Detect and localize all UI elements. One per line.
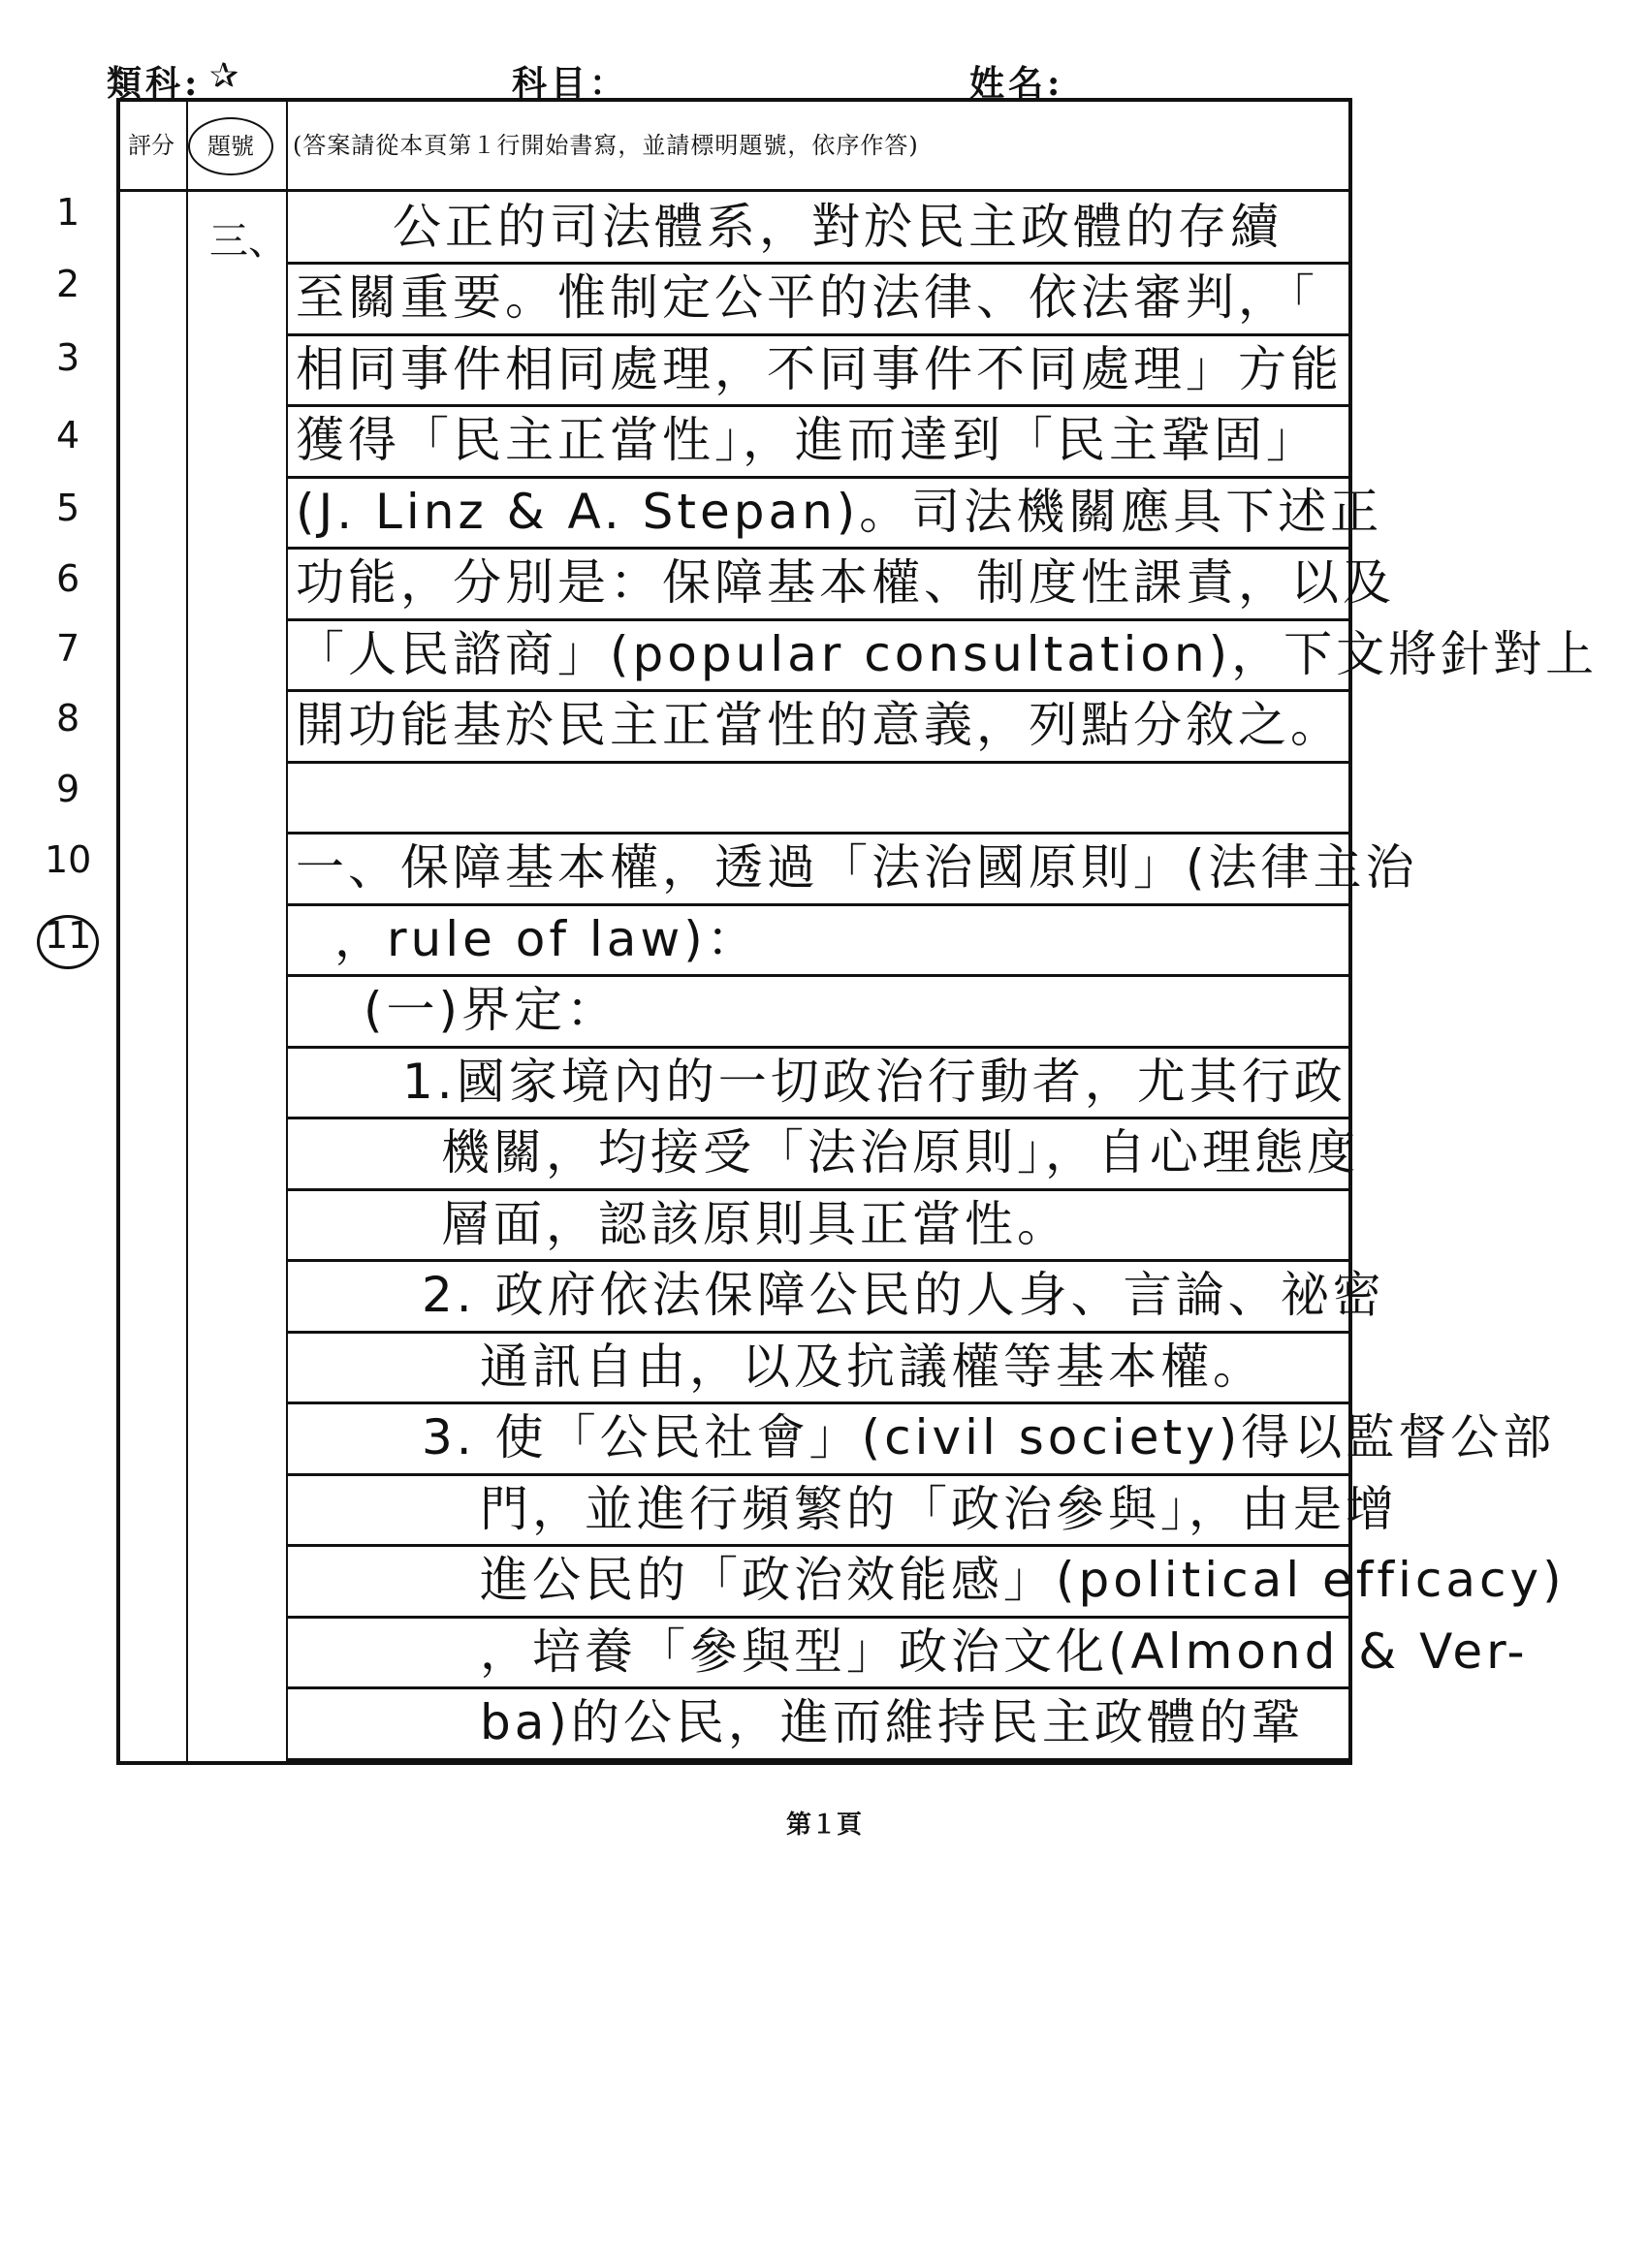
ruled-line [286,761,1348,764]
answer-line: ，rule of law)： [334,911,759,967]
ruled-line [286,1259,1348,1262]
margin-number: 5 [56,487,80,529]
question-label: 三、 [209,219,287,264]
ruled-line [286,1402,1348,1404]
ruled-line [286,832,1348,835]
answer-instruction: (答案請從本頁第１行開始書寫，並請標明題號，依序作答) [293,132,919,159]
answer-line: (J. Linz & A. Stepan)。司法機關應具下述正 [296,484,1383,540]
answer-line: 相同事件相同處理，不同事件不同處理」方能 [296,341,1343,397]
column-divider-question [286,102,288,1761]
answer-line: 進公民的「政治效能感」(political efficacy) [480,1552,1566,1608]
answer-sheet [116,98,1599,1765]
answer-line: (一)界定： [364,982,619,1038]
answer-line: 一、保障基本權，透過「法治國原則」(法律主治 [296,839,1418,896]
answer-line: 3. 使「公民社會」(civil society)得以監督公部 [422,1409,1556,1465]
ruled-line [286,1616,1348,1619]
ruled-line [286,1117,1348,1119]
answer-line: 公正的司法體系，對於民主政體的存續 [393,199,1283,255]
margin-number: 9 [56,768,80,810]
margin-number: 3 [56,336,80,379]
subject-label: 科目： [512,63,629,104]
answer-line: 「人民諮商」(popular consultation)，下文將針對上 [296,626,1599,682]
answer-line: ，培養「參與型」政治文化(Almond & Ver- [480,1623,1529,1680]
ruled-line [286,1046,1348,1049]
answer-line: 通訊自由，以及抗議權等基本權。 [480,1339,1265,1395]
answer-line: 功能，分別是：保障基本權、制度性課責，以及 [296,554,1395,611]
ruled-line [286,1188,1348,1191]
ruled-line [286,974,1348,977]
page-number: 第１頁 [785,1811,862,1840]
line-11-circle-mark [37,915,99,969]
question-number-column-header: 題號 [188,117,273,175]
ruled-line [286,262,1348,265]
margin-number: 2 [56,263,80,305]
ruled-line [286,333,1348,336]
margin-number: 7 [56,627,80,670]
ruled-line [286,547,1348,550]
sheet-header-row [120,102,1348,192]
ruled-line [286,618,1348,621]
ruled-line [286,1544,1348,1547]
margin-number: 6 [56,557,80,600]
answer-line: 門，並進行頻繁的「政治參與」，由是增 [480,1481,1398,1537]
ruled-line [286,1686,1348,1689]
ruled-line [286,689,1348,692]
ruled-line [286,404,1348,407]
margin-number: 10 [45,838,92,881]
answer-line: 層面，認該原則具正當性。 [441,1196,1069,1252]
ruled-line [286,1473,1348,1476]
name-label: 姓名: [969,63,1064,104]
answer-line: 獲得「民主正當性」，進而達到「民主鞏固」 [296,412,1318,468]
ruled-line [286,1331,1348,1334]
answer-line: ba)的公民，進而維持民主政體的鞏 [480,1694,1304,1750]
score-column-header: 評分 [128,132,174,159]
margin-number: 11 [45,914,92,957]
category-label: 類科: [107,63,202,104]
answer-line: 1.國家境內的一切政治行動者，尤其行政 [402,1054,1347,1110]
answer-line: 2. 政府依法保障公民的人身、言論、祕密 [422,1267,1385,1323]
margin-number: 8 [56,697,80,740]
answer-line: 機關，均接受「法治原則」，自心理態度 [441,1124,1359,1181]
answer-line: 至關重要。惟制定公平的法律、依法審判，「 [296,269,1318,326]
ruled-line [286,1758,1348,1761]
margin-number: 4 [56,414,80,457]
ruled-line [286,903,1348,906]
margin-number: 1 [56,191,80,234]
category-mark: ✰ [209,56,243,96]
ruled-line [286,476,1348,479]
answer-line: 開功能基於民主正當性的意義，列點分敘之。 [296,697,1343,753]
column-divider-score [186,102,188,1761]
